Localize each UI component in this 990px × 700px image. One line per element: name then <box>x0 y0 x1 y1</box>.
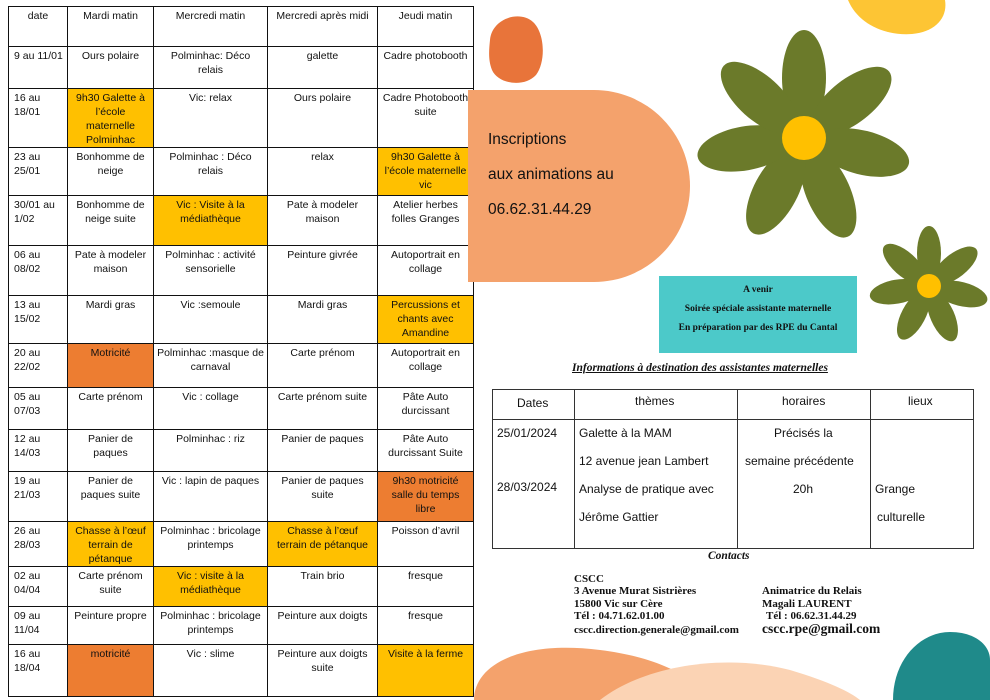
info-header-lieux: lieux <box>908 394 933 408</box>
upcoming-event-note: En préparation par des RPE du Cantal <box>678 323 838 333</box>
schedule-activity-cell: Autoportrait en collage <box>378 246 474 296</box>
schedule-activity-cell: Carte prénom <box>268 344 378 388</box>
info-theme-2b: Jérôme Gattier <box>579 510 659 524</box>
info-header-dates: Dates <box>517 396 549 410</box>
schedule-row <box>9 607 474 645</box>
schedule-row <box>9 148 474 196</box>
schedule-activity-cell: Vic : lapin de paques <box>154 472 268 522</box>
contacts-title: Contacts <box>708 550 750 562</box>
info-horaire-2: 20h <box>793 482 814 496</box>
schedule-header-cell: Mercredi après midi <box>268 7 378 47</box>
schedule-header-cell: Mardi matin <box>68 7 154 47</box>
schedule-row <box>9 296 474 344</box>
orange-blob-shape <box>489 16 543 82</box>
schedule-activity-cell: Mardi gras <box>68 296 154 344</box>
schedule-date-cell: 30/01 au 1/02 <box>9 196 68 246</box>
schedule-activity-cell: Vic : Visite à la médiathèque <box>154 196 268 246</box>
schedule-activity-cell: Train brio <box>268 567 378 607</box>
inscriptions-text <box>488 122 614 227</box>
info-header-themes: thèmes <box>635 394 675 408</box>
schedule-date-cell: 06 au 08/02 <box>9 246 68 296</box>
schedule-body <box>9 47 474 697</box>
schedule-row <box>9 567 474 607</box>
schedule-activity-cell: Pâte Auto durcissant <box>378 388 474 430</box>
schedule-activity-cell: galette <box>268 47 378 89</box>
yellow-blob-shape <box>848 0 945 34</box>
schedule-date-cell: 19 au 21/03 <box>9 472 68 522</box>
schedule-activity-cell: Vic :semoule <box>154 296 268 344</box>
schedule-header <box>9 7 474 47</box>
schedule-date-cell: 26 au 28/03 <box>9 522 68 567</box>
schedule-activity-cell: Pâte Auto durcissant Suite <box>378 430 474 472</box>
schedule-activity-cell: Polminhac : bricolage printemps <box>154 607 268 645</box>
schedule-activity-cell: Autoportrait en collage <box>378 344 474 388</box>
schedule-activity-cell: Panier de paques suite <box>268 472 378 522</box>
cscc-city: 15800 Vic sur Cère <box>574 598 663 610</box>
schedule-activity-cell: Vic : slime <box>154 645 268 697</box>
schedule-activity-cell: Peinture propre <box>68 607 154 645</box>
info-theme-2a: Analyse de pratique avec <box>579 482 714 496</box>
schedule-row <box>9 645 474 697</box>
upcoming-event-box <box>659 276 857 353</box>
schedule-row <box>9 388 474 430</box>
schedule-row <box>9 246 474 296</box>
info-date-2: 28/03/2024 <box>497 480 558 494</box>
schedule-activity-cell: Polminhac : bricolage printemps <box>154 522 268 567</box>
upcoming-title: A venir <box>743 285 773 295</box>
relais-role: Animatrice du Relais <box>762 585 862 597</box>
schedule-activity-cell: Atelier herbes folles Granges <box>378 196 474 246</box>
schedule-activity-cell: Vic : collage <box>154 388 268 430</box>
schedule-activity-cell: Mardi gras <box>268 296 378 344</box>
schedule-header-row <box>9 7 474 47</box>
info-horaire-1a: Précisés la <box>774 426 833 440</box>
schedule-table <box>8 6 474 697</box>
upcoming-event-name: Soirée spéciale assistante maternelle <box>684 304 832 314</box>
schedule-activity-cell: Visite à la ferme <box>378 645 474 697</box>
schedule-activity-cell: Motricité <box>68 344 154 388</box>
schedule-activity-cell: Bonhomme de neige suite <box>68 196 154 246</box>
schedule-date-cell: 9 au 11/01 <box>9 47 68 89</box>
info-lieu-2a: Grange <box>875 482 916 496</box>
schedule-activity-cell: motricité <box>68 645 154 697</box>
schedule-row <box>9 472 474 522</box>
cscc-address: 3 Avenue Murat Sistrières <box>574 585 697 597</box>
schedule-activity-cell: Pate à modeler maison <box>268 196 378 246</box>
schedule-date-cell: 05 au 07/03 <box>9 388 68 430</box>
large-flower-icon <box>694 30 914 246</box>
schedule-date-cell: 16 au 18/01 <box>9 89 68 148</box>
relais-name: Magali LAURENT <box>762 598 852 610</box>
schedule-activity-cell: 9h30 Galette à l’école maternelle Polminhac <box>68 89 154 148</box>
schedule-activity-cell: Cadre Photobooth suite <box>378 89 474 148</box>
schedule-activity-cell: Chasse à l’œuf terrain de pétanque <box>68 522 154 567</box>
info-theme-1b: 12 avenue jean Lambert <box>579 454 709 468</box>
schedule-activity-cell: Chasse à l’œuf terrain de pétanque <box>268 522 378 567</box>
schedule-activity-cell: Carte prénom <box>68 388 154 430</box>
schedule-date-cell: 23 au 25/01 <box>9 148 68 196</box>
inscriptions-phone: 06.62.31.44.29 <box>488 201 592 218</box>
schedule-date-cell: 13 au 15/02 <box>9 296 68 344</box>
info-header-horaires: horaires <box>782 394 826 408</box>
schedule-row <box>9 344 474 388</box>
schedule-activity-cell: Carte prénom suite <box>68 567 154 607</box>
schedule-activity-cell: Ours polaire <box>268 89 378 148</box>
schedule-row <box>9 89 474 148</box>
schedule-row <box>9 196 474 246</box>
schedule-activity-cell: Cadre photobooth <box>378 47 474 89</box>
schedule-activity-cell: 9h30 Galette à l’école maternelle vic <box>378 148 474 196</box>
info-horaire-1b: semaine précédente <box>745 454 854 468</box>
schedule-activity-cell: Panier de paques suite <box>68 472 154 522</box>
schedule-header-cell: date <box>9 7 68 47</box>
schedule-activity-cell: Polminhac: Déco relais <box>154 47 268 89</box>
relais-phone: Tél : 06.62.31.44.29 <box>766 610 857 622</box>
schedule-activity-cell: Peinture aux doigts <box>268 607 378 645</box>
schedule-activity-cell: Peinture aux doigts suite <box>268 645 378 697</box>
schedule-header-cell: Jeudi matin <box>378 7 474 47</box>
schedule-row <box>9 430 474 472</box>
schedule-date-cell: 12 au 14/03 <box>9 430 68 472</box>
info-title: Informations à destination des assistantes maternelles <box>572 362 828 374</box>
schedule-activity-cell: fresque <box>378 607 474 645</box>
schedule-row <box>9 47 474 89</box>
inscriptions-line2: aux animations au <box>488 166 614 183</box>
info-lieu-2b: culturelle <box>877 510 926 524</box>
cscc-phone: Tél : 04.71.62.01.00 <box>574 610 665 622</box>
schedule-activity-cell: 9h30 motricité salle du temps libre <box>378 472 474 522</box>
info-date-1: 25/01/2024 <box>497 426 558 440</box>
schedule-activity-cell: Ours polaire <box>68 47 154 89</box>
schedule-date-cell: 09 au 11/04 <box>9 607 68 645</box>
schedule-activity-cell: Pate à modeler maison <box>68 246 154 296</box>
info-table <box>492 389 974 549</box>
schedule-activity-cell: Panier de paques <box>268 430 378 472</box>
schedule-activity-cell: Vic: relax <box>154 89 268 148</box>
schedule-date-cell: 16 au 18/04 <box>9 645 68 697</box>
schedule-activity-cell: Polminhac : Déco relais <box>154 148 268 196</box>
schedule-row <box>9 522 474 567</box>
inscriptions-line1: Inscriptions <box>488 131 567 148</box>
schedule-activity-cell: Polminhac : riz <box>154 430 268 472</box>
schedule-activity-cell: Percussions et chants avec Amandine <box>378 296 474 344</box>
schedule-date-cell: 20 au 22/02 <box>9 344 68 388</box>
info-theme-1a: Galette à la MAM <box>579 426 672 440</box>
schedule-activity-cell: Polminhac :masque de carnaval <box>154 344 268 388</box>
relais-email[interactable]: cscc.rpe@gmail.com <box>762 621 881 636</box>
cscc-name: CSCC <box>574 573 604 585</box>
cscc-email[interactable]: cscc.direction.generale@gmail.com <box>574 624 739 636</box>
schedule-activity-cell: Peinture givrée <box>268 246 378 296</box>
schedule-date-cell: 02 au 04/04 <box>9 567 68 607</box>
schedule-header-cell: Mercredi matin <box>154 7 268 47</box>
teal-blob-shape <box>893 632 990 700</box>
schedule-activity-cell: Carte prénom suite <box>268 388 378 430</box>
schedule-activity-cell: Vic : visite à la médiathèque <box>154 567 268 607</box>
schedule-activity-cell: Poisson d’avril <box>378 522 474 567</box>
schedule-activity-cell: Panier de paques <box>68 430 154 472</box>
schedule-activity-cell: relax <box>268 148 378 196</box>
schedule-activity-cell: Polminhac : activité sensorielle <box>154 246 268 296</box>
small-flower-icon <box>868 226 990 346</box>
schedule-activity-cell: fresque <box>378 567 474 607</box>
schedule-activity-cell: Bonhomme de neige <box>68 148 154 196</box>
